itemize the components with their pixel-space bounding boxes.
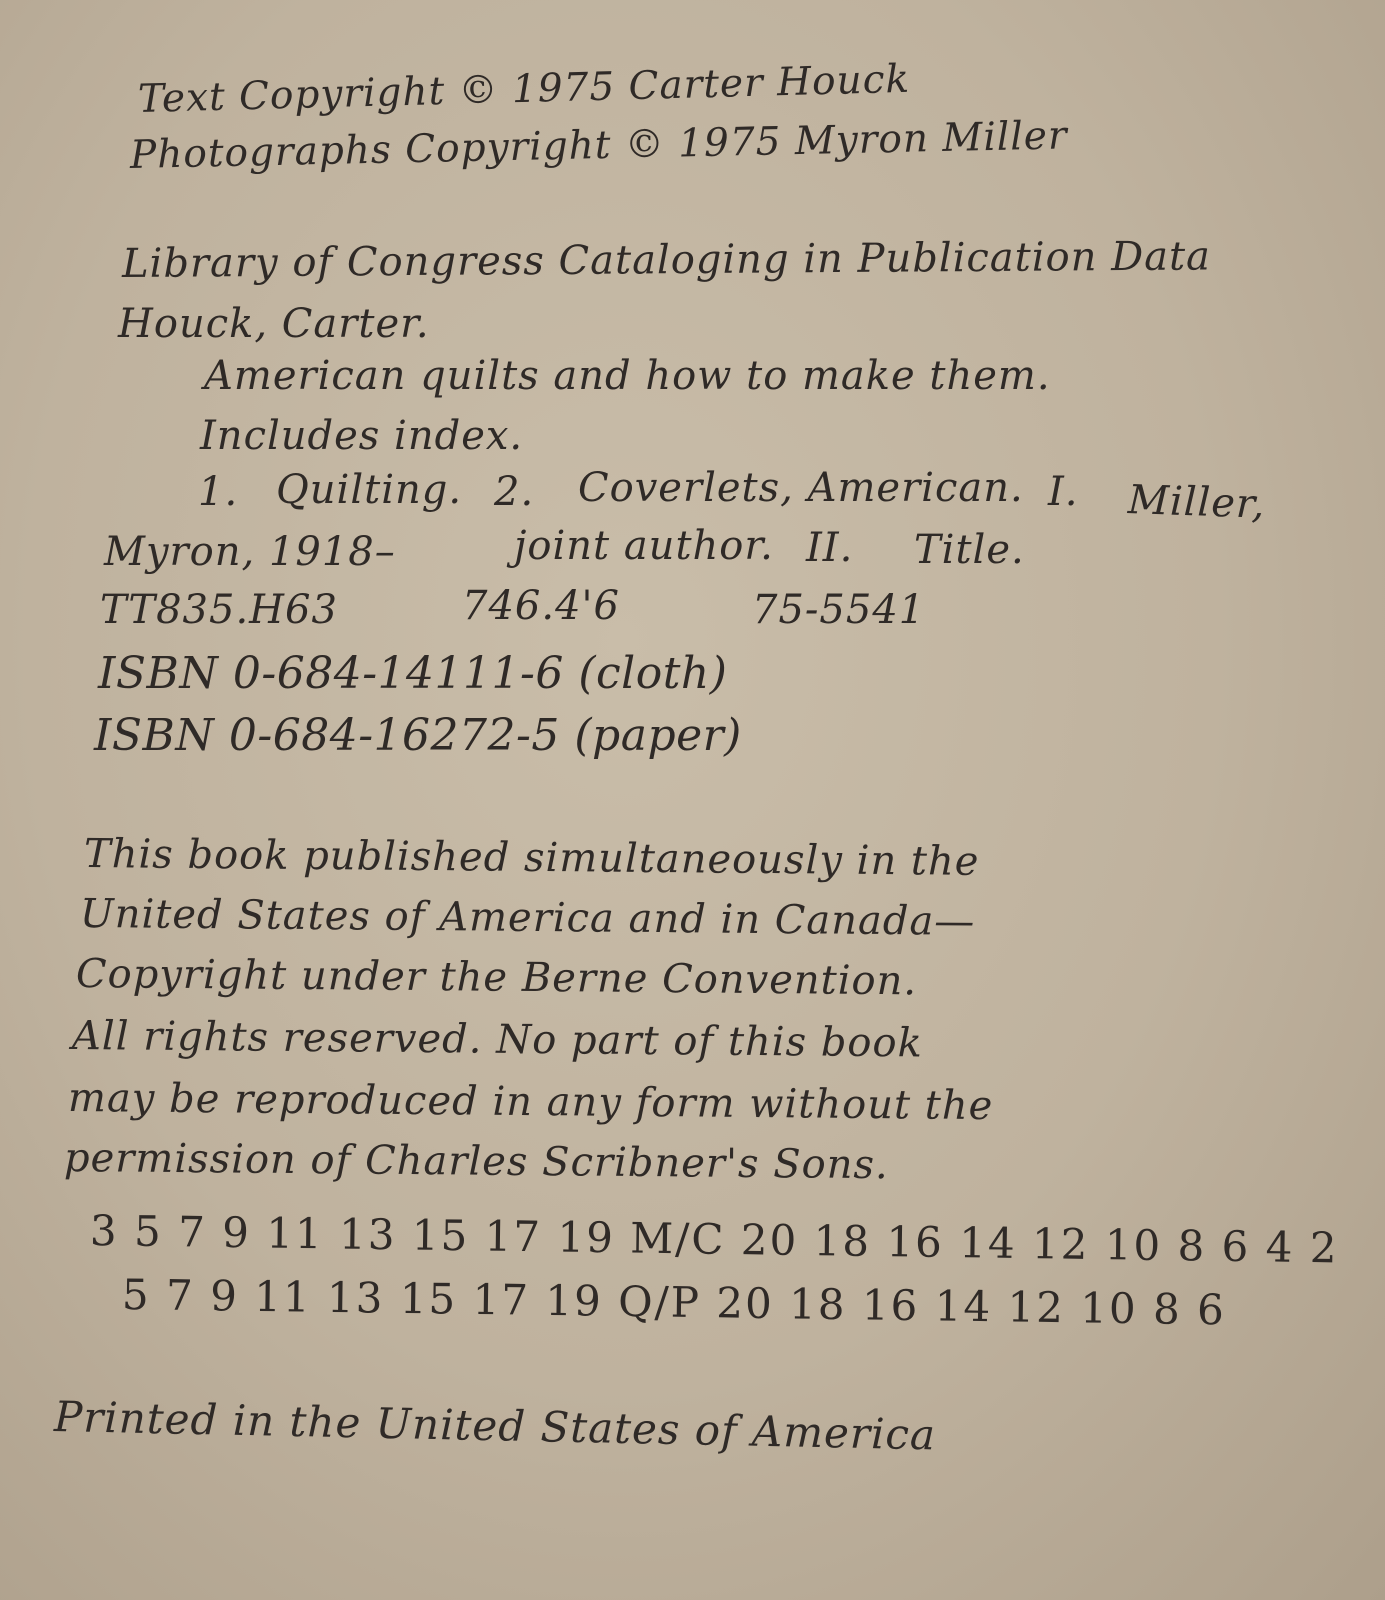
cip-title: American quilts and how to make them. bbox=[204, 353, 1051, 399]
cip-title-word: Title. bbox=[914, 527, 1025, 573]
cip-miller: Miller, bbox=[1127, 477, 1267, 528]
printing-line-1: 3 5 7 9 11 13 15 17 19 M/C 20 18 16 14 12 10 8 6 4 2 bbox=[89, 1206, 1339, 1273]
cip-lc-classification: TT835.H63 bbox=[100, 587, 338, 633]
cip-subject-2-number: 2. bbox=[494, 469, 535, 515]
cip-note: Includes index. bbox=[200, 413, 524, 459]
rights-line-2: United States of America and in Canada— bbox=[79, 891, 976, 945]
cip-dewey-classification: 746.4'6 bbox=[462, 583, 620, 629]
cip-lccn: 75-5541 bbox=[752, 587, 926, 633]
rights-line-4: All rights reserved. No part of this book bbox=[71, 1013, 924, 1067]
isbn-paper: ISBN 0-684-16272-5 (paper) bbox=[94, 710, 742, 761]
cip-author: Houck, Carter. bbox=[118, 301, 430, 347]
photographs-copyright-line: Photographs Copyright © 1975 Myron Miller bbox=[129, 113, 1068, 178]
cip-subject-1-number: 1. bbox=[198, 469, 239, 515]
cip-subject-1: Quilting. bbox=[276, 467, 463, 513]
rights-line-6: permission of Charles Scribner's Sons. bbox=[63, 1135, 889, 1189]
rights-line-1: This book published simultaneously in the bbox=[83, 831, 980, 885]
printing-line-2: 5 7 9 11 13 15 17 19 Q/P 20 18 16 14 12 10 8 6 bbox=[121, 1270, 1227, 1335]
cip-entry-ii-number: II. bbox=[806, 525, 854, 571]
isbn-cloth: ISBN 0-684-14111-6 (cloth) bbox=[98, 648, 728, 699]
cip-subject-2: Coverlets, American. bbox=[578, 465, 1024, 511]
rights-line-5: may be reproduced in any form without the bbox=[67, 1075, 994, 1130]
cip-heading: Library of Congress Cataloging in Publication Data bbox=[121, 233, 1212, 287]
cip-myron: Myron, 1918– bbox=[104, 529, 396, 575]
cip-joint-author: joint author. bbox=[514, 523, 774, 569]
text-copyright-line: Text Copyright © 1975 Carter Houck bbox=[137, 56, 911, 122]
printed-in-line: Printed in the United States of America bbox=[53, 1392, 937, 1460]
rights-line-3: Copyright under the Berne Convention. bbox=[75, 951, 918, 1005]
cip-entry-i-number: I. bbox=[1048, 469, 1079, 515]
